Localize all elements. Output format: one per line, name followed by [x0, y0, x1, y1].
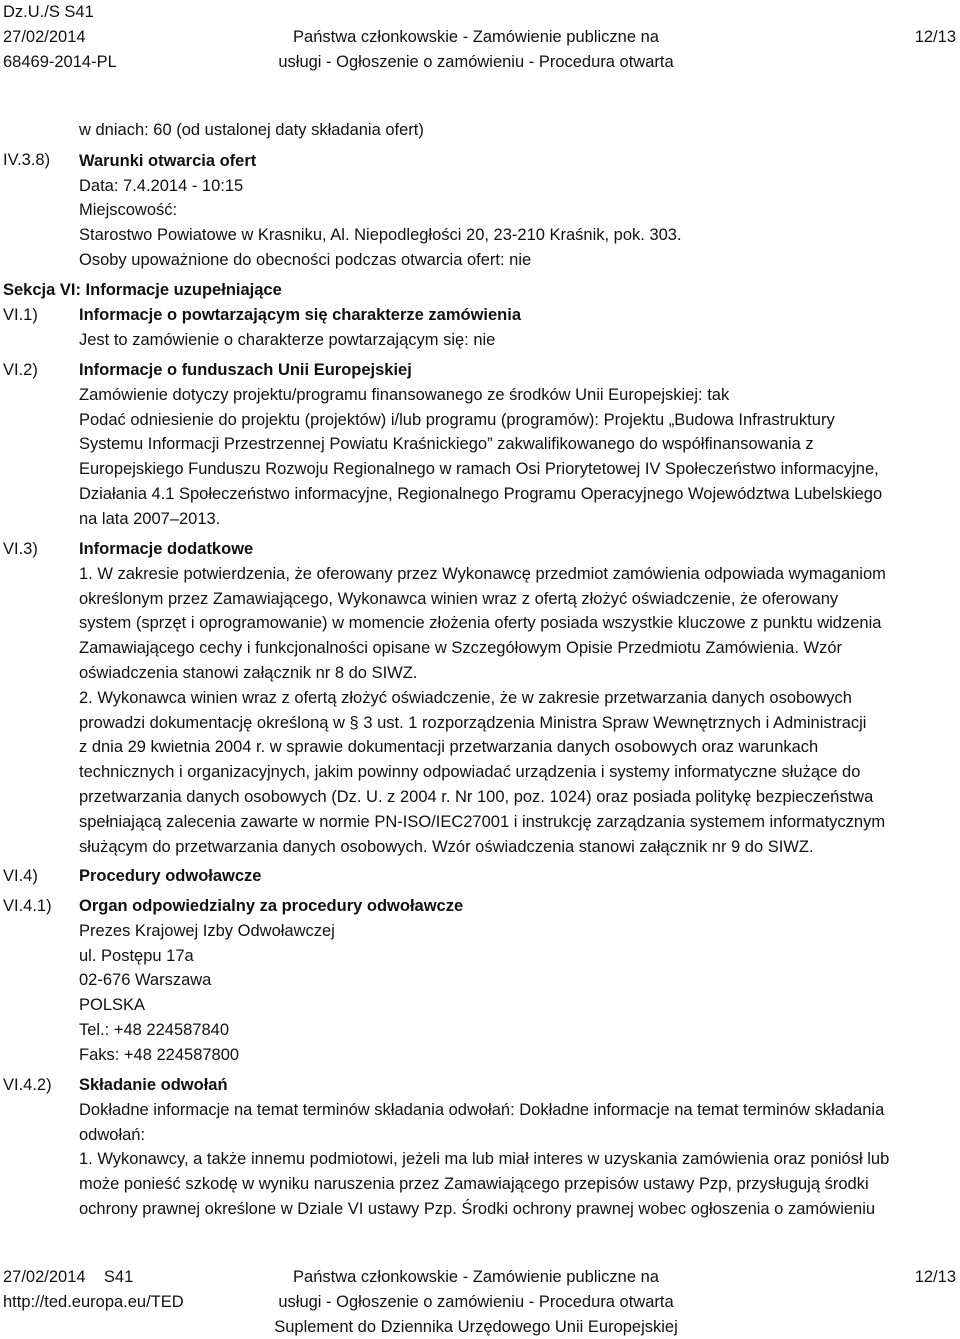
additional-info-line: służącym do przetwarzania danych osobowych. Wzór oświadczenia stanowi załącznik nr 9 do SIWZ.	[79, 837, 814, 856]
label-vi3: VI.3)	[3, 540, 38, 558]
additional-info-line: z dnia 29 kwietnia 2004 r. w sprawie dokumentacji przetwarzania danych osobowych oraz warunkach	[79, 738, 819, 757]
additional-info-line: spełniającą zalecenia zawarte w normie PN-ISO/IEC27001 i instrukcję zarządzania systemem informatycznym	[79, 812, 886, 831]
additional-info-line: Zamawiającego cechy i funkcjonalności opisane w Szczegółowym Opisie Przedmiotu Zamówienia. Wzór	[79, 639, 842, 658]
header-category: Państwa członkowskie - Zamówienie publiczne na	[293, 27, 659, 46]
label-vi4: VI.4)	[3, 867, 38, 885]
footer-supplement: Suplement do Dziennika Urzędowego Unii Europejskiej	[274, 1317, 678, 1336]
appeals-line: 1. Wykonawcy, a także innemu podmiotowi, jeżeli ma lub miał interes w uzyskania zamówienia oraz poniósł lub	[79, 1150, 890, 1169]
opening-date: Data: 7.4.2014 - 10:15	[79, 176, 244, 195]
additional-info-line: 2. Wykonawca winien wraz z ofertą złożyć oświadczenie, że w zakresie przetwarzania danych osobowych	[79, 688, 852, 707]
label-vi42: VI.4.2)	[3, 1076, 52, 1094]
additional-info-line: przetwarzania danych osobowych (Dz. U. z 2004 r. Nr 100, poz. 1024) oraz posiada politykę bezpieczeństwa	[79, 787, 874, 806]
eu-funds-block	[79, 358, 959, 532]
opening-conditions-heading: Warunki otwarcia ofert	[79, 151, 257, 170]
label-vi1: VI.1)	[3, 306, 38, 324]
additional-info-line: oświadczenia stanowi załącznik nr 8 do SIWZ.	[79, 663, 418, 682]
header-journal-ref: Dz.U./S S41	[3, 3, 94, 21]
footer-category: Państwa członkowskie - Zamówienie publiczne na	[293, 1268, 659, 1286]
review-body-city: 02-676 Warszawa	[79, 971, 212, 990]
eu-funds-line: Zamówienie dotyczy projektu/programu finansowanego ze środków Unii Europejskiej: tak	[79, 385, 730, 404]
recurrent-info-heading: Informacje o powtarzającym się charakterze zamówienia	[79, 306, 522, 324]
opening-conditions-block	[79, 118, 959, 273]
footer-procedure: usługi - Ogłoszenie o zamówieniu - Procedura otwarta	[278, 1292, 674, 1311]
review-body-fax: Faks: +48 224587800	[79, 1045, 240, 1064]
label-vi2: VI.2)	[3, 361, 38, 379]
footer-url[interactable]: http://ted.europa.eu/TED	[3, 1292, 184, 1311]
eu-funds-line: Europejskiego Funduszu Rozwoju Regionalnego w ramach Osi Priorytetowej IV Społeczeństwo informacyjne,	[79, 460, 879, 479]
opening-place-label: Miejscowość:	[79, 201, 178, 220]
eu-funds-line: Działania 4.1 Społeczeństwo informacyjne, Regionalnego Programu Operacyjnego Województwa Lubelskiego	[79, 484, 883, 503]
label-iv38: IV.3.8)	[3, 151, 51, 169]
footer-page-number: 12/13	[914, 1268, 956, 1286]
additional-info-line: prowadzi dokumentację określoną w § 3 ust. 1 rozporządzenia Ministra Spraw Wewnętrznych i Administracji	[79, 713, 867, 732]
footer-center	[274, 1265, 678, 1339]
header-date: 27/02/2014	[3, 27, 86, 46]
appeals-block	[79, 1073, 959, 1222]
opening-place: Starostwo Powiatowe w Krasniku, Al. Niepodległości 20, 23-210 Kraśnik, pok. 303.	[79, 226, 682, 245]
appeals-heading: Składanie odwołań	[79, 1076, 228, 1094]
review-body-phone: Tel.: +48 224587840	[79, 1020, 230, 1039]
eu-funds-line: Systemu Informacji Przestrzennej Powiatu Kraśnickiego” zakwalifikowanego do współfinansowania z	[79, 435, 814, 454]
additional-info-line: system (sprzęt i oprogramowanie) w momencie złożenia oferty posiada wszystkie kluczowe z punktu widzenia	[79, 614, 882, 633]
additional-info-line: technicznych i organizacyjnych, jakim powinny odpowiadać urządzenia i systemy informatyczne służące do	[79, 763, 861, 782]
header-left	[3, 0, 117, 74]
recurrent-info-value: Jest to zamówienie o charakterze powtarzającym się: nie	[79, 330, 496, 349]
review-body-street: ul. Postępu 17a	[79, 946, 194, 965]
eu-funds-heading: Informacje o funduszach Unii Europejskiej	[79, 361, 412, 379]
additional-info-line: określonym przez Zamawiającego, Wykonawca winien wraz z ofertą złożyć oświadczenie, że oferowany	[79, 589, 839, 608]
header-notice-id: 68469-2014-PL	[3, 52, 117, 71]
section-vi-heading: Sekcja VI: Informacje uzupełniające	[3, 281, 282, 299]
review-body-block	[79, 894, 959, 1068]
appeals-line: Dokładne informacje na temat terminów składania odwołań: Dokładne informacje na temat terminów składania	[79, 1100, 885, 1119]
appeals-line: odwołań:	[79, 1125, 146, 1144]
recurrent-info-block	[79, 303, 959, 353]
header-procedure: usługi - Ogłoszenie o zamówieniu - Procedura otwarta	[278, 52, 674, 71]
appeals-line: może ponieść szkodę w wyniku naruszenia przez Zamawiającego przepisów ustawy Pzp, przysługują środki	[79, 1175, 869, 1194]
additional-info-line: 1. W zakresie potwierdzenia, że oferowany przez Wykonawcę przedmiot zamówienia odpowiada wymaganiom	[79, 564, 886, 583]
additional-info-heading: Informacje dodatkowe	[79, 540, 254, 558]
additional-info-block	[79, 537, 959, 859]
offer-validity-days: w dniach: 60 (od ustalonej daty składania ofert)	[79, 121, 424, 139]
label-vi41: VI.4.1)	[3, 897, 52, 915]
review-procedures-heading-wrap	[79, 864, 959, 889]
footer-left	[3, 1265, 184, 1315]
eu-funds-line: Podać odniesienie do projektu (projektów) i/lub programu (programów): Projektu „Budowa Infrastruktury	[79, 410, 835, 429]
review-body-name: Prezes Krajowej Izby Odwoławczej	[79, 921, 335, 940]
review-body-country: POLSKA	[79, 996, 146, 1015]
review-procedures-heading: Procedury odwoławcze	[79, 867, 262, 885]
review-body-heading: Organ odpowiedzialny za procedury odwoławcze	[79, 897, 464, 915]
eu-funds-line: na lata 2007–2013.	[79, 509, 221, 528]
persons-authorised: Osoby upoważnione do obecności podczas otwarcia ofert: nie	[79, 250, 532, 269]
header-page-number: 12/13	[914, 27, 956, 46]
footer-date-issue: 27/02/2014 S41	[3, 1268, 134, 1286]
appeals-line: ochrony prawnej określone w Dziale VI ustawy Pzp. Środki ochrony prawnej wobec ogłoszenia o zamówieniu	[79, 1199, 876, 1218]
header-center	[278, 25, 673, 75]
